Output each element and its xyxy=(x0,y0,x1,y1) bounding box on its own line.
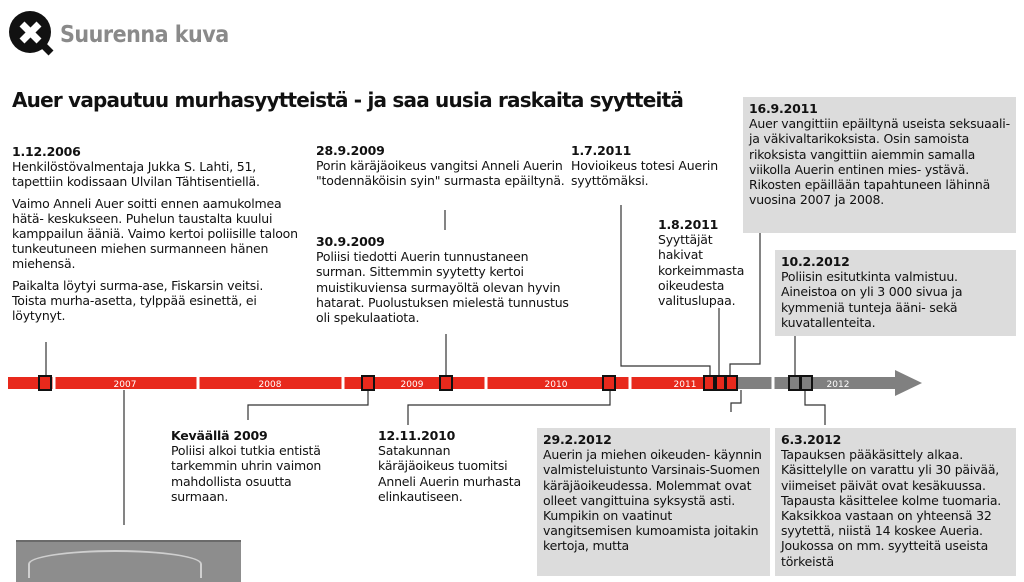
year-label-2012: 2012 xyxy=(826,380,850,390)
event-date: 10.2.2012 xyxy=(781,254,850,269)
event-date: 30.9.2009 xyxy=(316,234,385,249)
event-text: Paikalta löytyi surma-ase, Fiskarsin veitsi. Toista murha-asetta, tylppää esinettä, ei löytynyt. xyxy=(12,277,264,324)
event-text: Poliisi alkoi tutkia entistä tarkemmin uhrin vaimon mahdollista osuutta surmaan. xyxy=(171,443,322,504)
event-text: Auer vangittiin epäiltynä useista seksuaali- ja väkivaltarikoksista. Osin samoista rikoksista vangittiin aiemmin samalla viikolla Auerin entinen mies- ystävä. Rikosten epäillään tapahtuneen lähinnä vuosina 2007 ja 2008. xyxy=(749,116,1010,208)
event-2012-02-29 xyxy=(537,428,770,576)
event-date: 1.8.2011 xyxy=(658,217,719,232)
event-2010-11-12 xyxy=(378,428,526,504)
timeline-bar-grey xyxy=(738,377,896,389)
event-2009-09-30 xyxy=(316,234,570,325)
event-text: Satakunnan käräjäoikeus tuomitsi Anneli Auerin murhasta elinkautiseen. xyxy=(378,443,521,504)
event-text: Syyttäjät hakivat korkeimmasta oikeudesta valituslupaa. xyxy=(658,232,745,309)
year-label-2009: 2009 xyxy=(400,380,424,390)
year-label-2008: 2008 xyxy=(258,380,282,390)
event-text: Poliisi tiedotti Auerin tunnustaneen surman. Sittemmin syytetty kertoi muistikuviensa surmayöltä olevan hyvin hatarat. Puolustuksen mielestä tunnustus oli spekulaatiota. xyxy=(316,249,569,326)
event-text: Porin käräjäoikeus vangitsi Anneli Auerin "todennäköisin syin" surmasta epäiltynä. xyxy=(316,158,565,189)
event-date: 16.9.2011 xyxy=(749,101,818,116)
enlarge-image-link[interactable]: Suurenna kuva xyxy=(60,22,229,48)
event-2012-02-10 xyxy=(775,250,1016,336)
year-label-2007: 2007 xyxy=(113,380,137,390)
event-date: 1.7.2011 xyxy=(571,143,632,158)
event-text: Vaimo Anneli Auer soitti ennen aamukolmea hätä- keskukseen. Puhelun taustalta kuului kamppailun ääniä. Vaimo kertoi poliisille taloon tunkeutuneen miehen surmanneen hänen miehensä. xyxy=(12,195,298,272)
event-2009-09-28 xyxy=(316,143,570,189)
event-date: Keväällä 2009 xyxy=(171,428,268,443)
event-2012-03-06 xyxy=(775,428,1016,576)
event-text: Poliisin esitutkinta valmistuu. Aineistoa on yli 3 000 sivua ja kymmeniä tunteja ääni- sekä kuvatallenteita. xyxy=(781,269,963,330)
event-date: 28.9.2009 xyxy=(316,143,385,158)
event-date: 29.2.2012 xyxy=(543,432,612,447)
infographic-headline: Auer vapautuu murhasyytteistä - ja saa uusia raskaita syytteitä xyxy=(12,88,684,112)
event-date: 1.12.2006 xyxy=(12,144,81,159)
event-2011-08-01 xyxy=(658,217,753,308)
event-2009-spring xyxy=(171,428,341,504)
event-text: Auerin ja miehen oikeuden- käynnin valmisteluistunto Varsinais-Suomen käräjäoikeudessa. Molemmat ovat olleet vangittuina syksystä asti. Kumpikin on vaatinut vangitsemisen kumoamista joitakin kertoja, mutta xyxy=(543,447,762,554)
event-2011-07-01 xyxy=(571,143,736,189)
event-2011-09-16 xyxy=(743,97,1016,233)
event-text: Tapauksen pääkäsittely alkaa. Käsittelylle on varattu yli 30 päivää, viimeiset päivät ovat kesäkuussa. Tapausta käsittelee kolme tuomaria. Kaksikkoa vastaan on yhteensä 32 syytettä, niistä 14 koskee Aueria. Joukossa on mm. syytteitä useista törkeistä xyxy=(781,447,1002,569)
event-text: Henkilöstövalmentaja Jukka S. Lahti, 51, tapettiin kodissaan Ulvilan Tähtisentiellä. xyxy=(12,159,260,190)
event-date: 6.3.2012 xyxy=(781,432,842,447)
event-date: 12.11.2010 xyxy=(378,428,456,443)
car-photo-highlight xyxy=(28,550,202,578)
event-2006-12-01 xyxy=(12,144,298,323)
year-label-2010: 2010 xyxy=(544,380,568,390)
timeline-arrow-head xyxy=(895,370,922,396)
year-label-2011: 2011 xyxy=(673,380,697,390)
event-text: Hovioikeus totesi Auerin syyttömäksi. xyxy=(571,158,718,189)
